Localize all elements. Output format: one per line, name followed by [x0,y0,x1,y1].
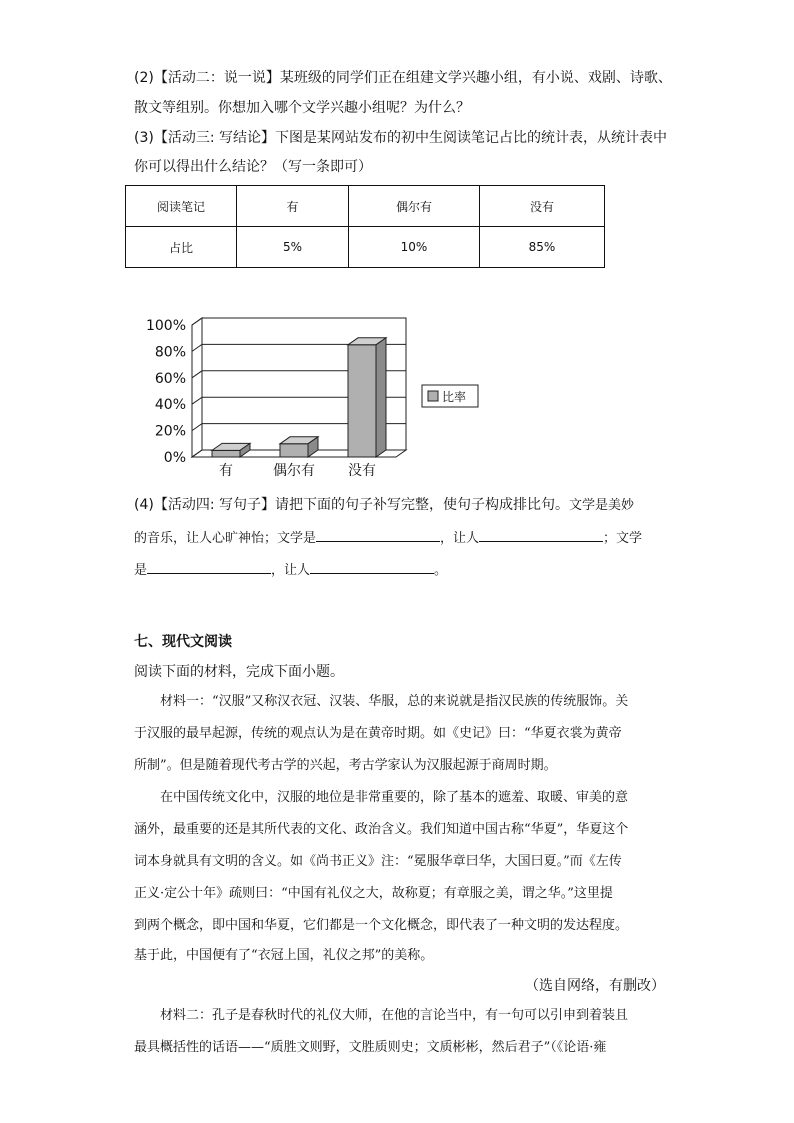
q3-line2: 你可以得出什么结论？（写一条即可） [134,159,372,175]
bar-front [348,345,376,457]
q3-line1: (3)【活动三: 写结论】下图是某网站发布的初中生阅读笔记占比的统计表，从统计表中 [134,130,667,146]
table-cell: 5% [237,227,349,268]
material1-line: 材料一：“汉服”又称汉衣冠、汉装、华服，总的来说就是指汉民族的传统服饰。关 [160,694,629,709]
material1b-line: 基于此，中国便有了“衣冠上国，礼仪之邦”的美称。 [134,948,434,963]
q4-text: ，让人 [271,563,311,578]
q4-instruction: (4)【活动四: 写句子】请把下面的句子补写完整，使句子构成排比句。 [134,497,569,513]
q2-line1: (2)【活动二：说一说】某班级的同学们正在组建文学兴趣小组，有小说、戏剧、诗歌、 [134,70,672,86]
answer-blank[interactable] [316,527,440,542]
table-header-cell: 偶尔有 [349,186,480,227]
bar-front [280,444,308,457]
x-tick-label: 有 [219,463,233,479]
material1-line: 所制”。但是随着现代考古学的兴起，考古学家认为汉服起源于商周时期。 [134,758,557,773]
bar-front [212,450,240,457]
q4-text: 。 [434,563,448,578]
y-tick-label: 100% [145,318,186,334]
q2-line2: 散文等组别。你想加入哪个文学兴趣小组呢？为什么？ [134,100,470,116]
y-tick-label: 80% [154,344,186,361]
q4-text: 的音乐，让人心旷神怡；文学是 [134,531,317,546]
answer-blank[interactable] [147,559,271,574]
q4-line2 [134,527,642,549]
material1b-line: 正义·定公十年》疏则曰：“中国有礼仪之大，故称夏；有章服之美，谓之华。”这里提 [134,886,613,901]
answer-blank[interactable] [479,527,603,542]
chart-side-wall [192,318,202,457]
table-row [126,227,605,268]
table-row-label: 占比 [126,227,237,268]
y-tick-label: 40% [154,397,186,414]
material2-line: 最具概括性的话语——“质胜文则野，文胜质则史；文质彬彬，然后君子”（《论语·雍 [134,1040,607,1055]
answer-blank[interactable] [310,559,434,574]
material1b-line: 到两个概念，即中国和华夏，它们都是一个文化概念，即代表了一种文明的发达程度。 [134,918,629,933]
x-tick-label: 偶尔有 [273,463,315,479]
y-tick-label: 0% [163,450,186,466]
table-header-row [126,186,605,227]
reading-notes-bar-chart [130,305,490,485]
table-cell: 10% [349,227,480,268]
reading-notes-table [125,185,605,268]
q4-text: ，让人 [440,531,480,546]
source-note: （选自网络，有删改） [525,978,665,994]
material1b-line: 涵外，最重要的还是其所代表的文化、政治含义。我们知道中国古称“华夏”，华夏这个 [134,822,629,837]
bar-side [376,338,386,457]
x-tick-label: 没有 [348,463,376,479]
legend-label: 比率 [442,390,467,404]
table-cell: 85% [480,227,605,268]
q4-text: 是 [134,563,148,578]
material2-line: 材料二：孔子是春秋时代的礼仪大师，在他的言论当中，有一句可以引申到着装且 [160,1008,629,1023]
y-tick-label: 60% [154,370,186,387]
q4-line1 [134,495,634,516]
material1-line: 于汉服的最早起源，传统的观点认为是在黄帝时期。如《史记》曰：“华夏衣裳为黄帝 [134,726,622,741]
material1b-line: 在中国传统文化中，汉服的地位是非常重要的，除了基本的遮羞、取暖、审美的意 [160,790,629,805]
q4-sentence-start: 文学是美妙 [569,498,635,513]
table-header-cell: 没有 [480,186,605,227]
section-title: 七、现代文阅读 [134,634,232,650]
section-instruction: 阅读下面的材料，完成下面小题。 [134,664,344,680]
material1b-line: 词本身就具有文明的含义。如《尚书正义》注：“冕服华章曰华，大国曰夏。”而《左传 [134,854,622,869]
y-tick-label: 20% [154,423,186,440]
q4-text: ；文学 [603,531,643,546]
q4-line3 [134,559,447,581]
table-header-cell: 有 [237,186,349,227]
table-header-cell: 阅读笔记 [126,186,237,227]
legend-swatch [428,391,438,401]
